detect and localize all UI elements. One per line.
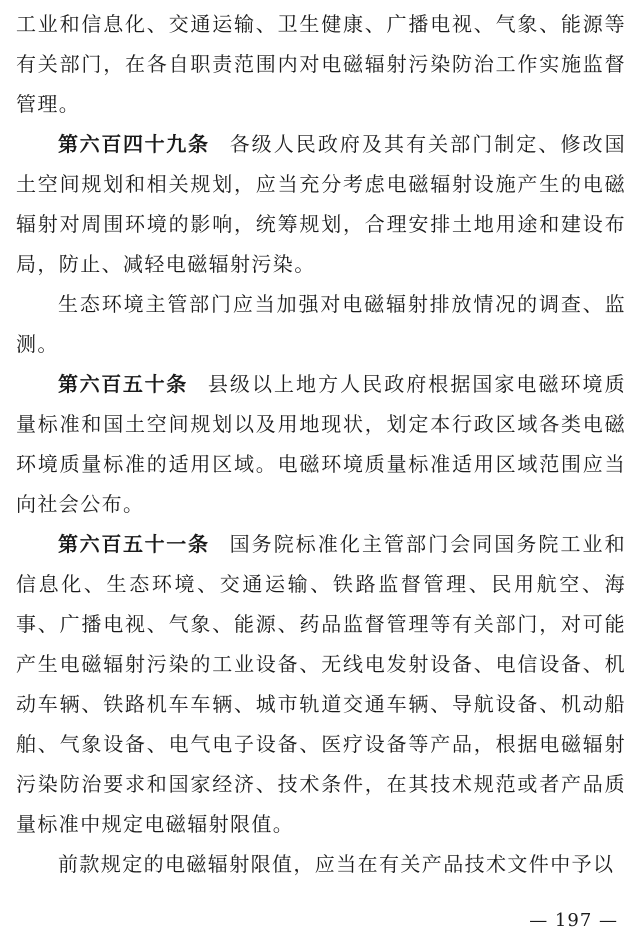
paragraph-monitoring (16, 284, 626, 364)
article-heading: 第六百四十九条 (58, 132, 210, 156)
article-651 (16, 524, 626, 844)
article-text: 各级人民政府及其有关部门制定、修改国土空间规划和相关规划，应当充分考虑电磁辐射设施产生的电磁辐射对周围环境的影响，统筹规划，合理安排土地用途和建设布局，防止、减轻电磁辐射污染。 (16, 132, 626, 276)
paragraph-text: 前款规定的电磁辐射限值，应当在有关产品技术文件中予以 (58, 852, 615, 876)
article-heading: 第六百五十一条 (58, 532, 210, 556)
article-649 (16, 124, 626, 284)
article-650 (16, 364, 626, 524)
article-text: 县级以上地方人民政府根据国家电磁环境质量标准和国土空间规划以及用地现状，划定本行政区域各类电磁环境质量标准的适用区域。电磁环境质量标准适用区域范围应当向社会公布。 (16, 372, 627, 516)
document-body (16, 4, 626, 884)
paragraph-text: 工业和信息化、交通运输、卫生健康、广播电视、气象、能源等有关部门，在各自职责范围内对电磁辐射污染防治工作实施监督管理。 (16, 12, 626, 116)
article-heading: 第六百五十条 (58, 372, 188, 396)
paragraph-text: 生态环境主管部门应当加强对电磁辐射排放情况的调查、监测。 (16, 292, 626, 356)
page-number: — 197 — (529, 910, 618, 931)
paragraph-limits (16, 844, 626, 884)
paragraph-continued (16, 4, 626, 124)
article-text: 国务院标准化主管部门会同国务院工业和信息化、生态环境、交通运输、铁路监督管理、民用航空、海事、广播电视、气象、能源、药品监督管理等有关部门，对可能产生电磁辐射污染的工业设备、无线电发射设备、电信设备、机动车辆、铁路机车车辆、城市轨道交通车辆、导航设备、机动船舶、气象设备、电气电子设备、医疗设备等产品，根据电磁辐射污染防治要求和国家经济、技术条件，在其技术规范或者产品质量标准中规定电磁辐射限值。 (16, 532, 626, 836)
